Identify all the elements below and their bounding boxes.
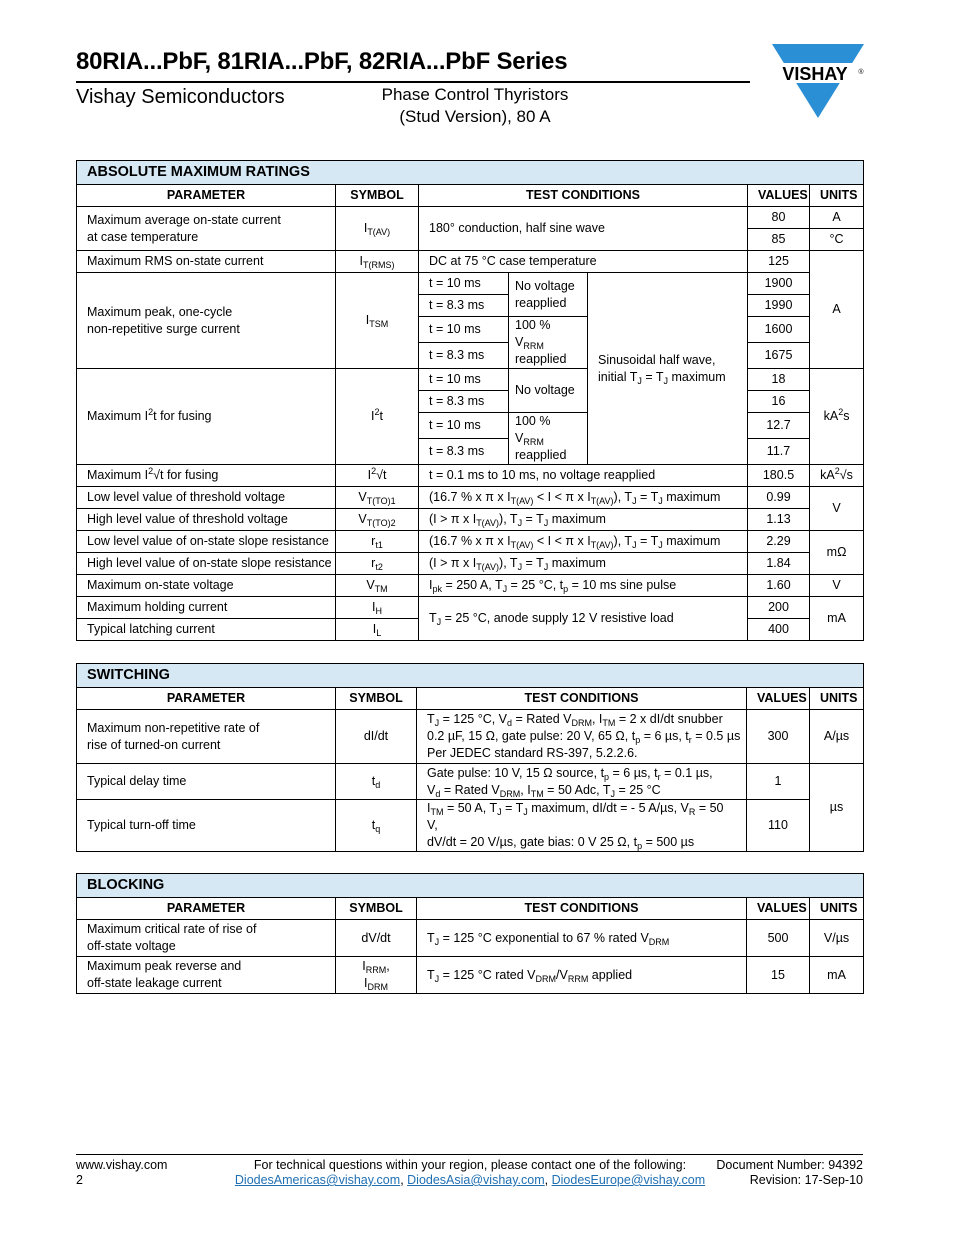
param-dvdt: Maximum critical rate of rise of off-state voltage	[77, 920, 336, 957]
unit-volt: V	[810, 487, 864, 531]
param-rt1: Low level value of on-state slope resistance	[77, 531, 336, 553]
param-latching-current: Typical latching current	[77, 619, 336, 641]
column-header-values: VALUES	[747, 688, 810, 710]
unit-milliampere: mA	[810, 597, 864, 641]
column-header-test-conditions: TEST CONDITIONS	[417, 898, 747, 920]
vishay-logo	[770, 44, 866, 120]
unit-a-per-us: A/µs	[810, 710, 864, 764]
unit-v-per-us: V/µs	[810, 920, 864, 957]
blocking-table	[76, 873, 864, 994]
symbol-vto2: $V_{T(TO)2}$	[336, 509, 419, 531]
footer-contact-text: For technical questions within your region, please contact one of the following:	[253, 1158, 687, 1172]
logo-registered-mark: ®	[858, 69, 864, 76]
value-i2t: 18	[748, 369, 810, 391]
footer-website[interactable]: www.vishay.com	[76, 1158, 168, 1172]
logo-text: VISHAY	[782, 64, 848, 84]
param-leakage-current: Maximum peak reverse and off-state leakage current	[77, 957, 336, 994]
page-number: 2	[76, 1173, 83, 1187]
unit-milliampere: mA	[810, 957, 864, 994]
table-title: BLOCKING	[77, 874, 864, 898]
symbol-i2rt: $I^2√t$	[336, 465, 419, 487]
document-subtitle	[330, 84, 620, 128]
cond-time: t = 8.3 ms	[419, 295, 509, 317]
column-header-parameter: PARAMETER	[77, 688, 336, 710]
absolute-maximum-ratings-table	[76, 160, 864, 641]
column-header-symbol: SYMBOL	[336, 688, 417, 710]
value-holding-current: 200	[748, 597, 810, 619]
series-title: 80RIA...PbF, 81RIA...PbF, 82RIA...PbF Series	[76, 48, 568, 75]
column-header-units: UNITS	[810, 688, 864, 710]
cond-time: t = 8.3 ms	[419, 439, 509, 465]
column-header-test-conditions: TEST CONDITIONS	[417, 688, 747, 710]
footer-contact	[200, 1158, 740, 1188]
column-header-symbol: SYMBOL	[336, 185, 419, 207]
table-title: ABSOLUTE MAXIMUM RATINGS	[77, 161, 864, 185]
cond-sinusoidal: Sinusoidal half wave, initial $T_J = T_J$ maximum	[588, 273, 748, 465]
cond-vtm: $I_{pk} = 250$ A, $T_J = 25$ °C, $t_p = 10$ ms sine pulse	[419, 575, 748, 597]
value-vto1: 0.99	[748, 487, 810, 509]
revision: Revision: 17-Sep-10	[749, 1173, 863, 1187]
param-delay-time: Typical delay time	[77, 764, 336, 800]
column-header-units: UNITS	[810, 898, 864, 920]
symbol-vto1: $V_{T(TO)1}$	[336, 487, 419, 509]
column-header-parameter: PARAMETER	[77, 185, 336, 207]
unit-volt: V	[810, 575, 864, 597]
value-rms-current: 125	[748, 251, 810, 273]
value-average-current-2: 85	[748, 229, 810, 251]
subtitle-line-2: (Stud Version), 80 A	[399, 107, 551, 126]
cond-delay-time: Gate pulse: 10 V, 15 Ω source, $t_p = 6$ µs, $t_r = 0.1$ µs, $V_d$ = Rated $V_{DRM}$, $I_{TM} = 50$ Adc, $T_J = 25$ °C	[417, 764, 747, 800]
param-surge-current: Maximum peak, one-cycle non-repetitive surge current	[77, 273, 336, 369]
company-name: Vishay Semiconductors	[76, 86, 285, 108]
unit-microsecond: µs	[810, 764, 864, 852]
value-i2t: 16	[748, 391, 810, 413]
param-didt: Maximum non-repetitive rate of rise of turned-on current	[77, 710, 336, 764]
cond-time: t = 10 ms	[419, 413, 509, 439]
param-average-current: Maximum average on-state current at case temperature	[77, 207, 336, 251]
cond-time: t = 10 ms	[419, 273, 509, 295]
table-title: SWITCHING	[77, 664, 864, 688]
value-i2t: 12.7	[748, 413, 810, 439]
column-header-units: UNITS	[810, 185, 864, 207]
value-itsm: 1900	[748, 273, 810, 295]
cond-no-voltage: No voltage	[509, 369, 588, 413]
param-vto2: High level value of threshold voltage	[77, 509, 336, 531]
value-i2rt: 180.5	[748, 465, 810, 487]
value-vto2: 1.13	[748, 509, 810, 531]
cond-rated-vrrm-reapplied: 100 % $V_{RRM}$ reapplied	[509, 317, 588, 369]
column-header-parameter: PARAMETER	[77, 898, 336, 920]
symbol-didt: dI/dt	[336, 710, 417, 764]
column-header-symbol: SYMBOL	[336, 898, 417, 920]
param-rms-current: Maximum RMS on-state current	[77, 251, 336, 273]
cond-rt2: (I > π x $I_{T(AV)}$), $T_J = T_J$ maximum	[419, 553, 748, 575]
cond-rms-current: DC at 75 °C case temperature	[419, 251, 748, 273]
unit-ka2rs: $kA^2√s$	[810, 465, 864, 487]
symbol-i2t: $I^2t$	[336, 369, 419, 465]
symbol-vtm: $V_{TM}$	[336, 575, 419, 597]
value-itsm: 1600	[748, 317, 810, 343]
column-header-values: VALUES	[747, 898, 810, 920]
header-rule	[76, 81, 750, 83]
param-vtm: Maximum on-state voltage	[77, 575, 336, 597]
value-itsm: 1990	[748, 295, 810, 317]
document-number: Document Number: 94392	[716, 1158, 863, 1172]
cond-time: t = 8.3 ms	[419, 391, 509, 413]
cond-no-voltage-reapplied: No voltage reapplied	[509, 273, 588, 317]
cond-dvdt: $T_J = 125$ °C exponential to 67 % rated $V_{DRM}$	[417, 920, 747, 957]
param-i2t: Maximum $I^2t$ for fusing	[77, 369, 336, 465]
value-average-current-1: 80	[748, 207, 810, 229]
subtitle-line-1: Phase Control Thyristors	[381, 85, 569, 104]
param-turn-off-time: Typical turn-off time	[77, 800, 336, 852]
symbol-ih: $I_H$	[336, 597, 419, 619]
symbol-itsm: $I_{TSM}$	[336, 273, 419, 369]
symbol-td: $t_d$	[336, 764, 417, 800]
cond-time: t = 10 ms	[419, 369, 509, 391]
cond-rt1: (16.7 % x π x $I_{T(AV)} < I < \pi$ x $I_{T(AV)}$), $T_J = T_J$ maximum	[419, 531, 748, 553]
symbol-dvdt: dV/dt	[336, 920, 417, 957]
footer-right	[680, 1158, 863, 1188]
value-delay-time: 1	[747, 764, 810, 800]
symbol-it-av: $I_{T(AV)}$	[336, 207, 419, 251]
value-leakage-current: 15	[747, 957, 810, 994]
cond-time: t = 10 ms	[419, 317, 509, 343]
value-turn-off-time: 110	[747, 800, 810, 852]
cond-turn-off-time: $I_{TM} = 50$ A, $T_J = T_J$ maximum, dI/dt = - 5 A/µs, $V_R = 50$ V, dV/dt = 20 V/µs, gate bias: 0 V 25 Ω, $t_p = 500$ µs	[417, 800, 747, 852]
param-vto1: Low level value of threshold voltage	[77, 487, 336, 509]
param-holding-current: Maximum holding current	[77, 597, 336, 619]
cond-vto1: (16.7 % x π x $I_{T(AV)} < I < \pi$ x $I_{T(AV)}$), $T_J = T_J$ maximum	[419, 487, 748, 509]
value-i2t: 11.7	[748, 439, 810, 465]
symbol-it-rms: $I_{T(RMS)}$	[336, 251, 419, 273]
email-europe-link[interactable]: DiodesEurope@vishay.com	[551, 1173, 706, 1187]
unit-milliohm: mΩ	[810, 531, 864, 575]
unit-celsius: °C	[810, 229, 864, 251]
footer-email-links: DiodesAmericas@vishay.com, DiodesAsia@vishay.com, DiodesEurope@vishay.com	[234, 1173, 706, 1187]
unit-ka2s: $kA^2s$	[810, 369, 864, 465]
footer-left	[76, 1158, 167, 1188]
cond-leakage-current: $T_J = 125$ °C rated $V_{DRM}/V_{RRM}$ applied	[417, 957, 747, 994]
cond-didt: $T_J = 125$ °C, $V_d$ = Rated $V_{DRM}$, $I_{TM} = 2$ x dI/dt snubber 0.2 µF, 15 Ω, gate pulse: 20 V, 65 Ω, $t_p = 6$ µs, $t_r = 0.5$ µs Per JEDEC standard RS-397, 5.2.2.6.	[417, 710, 747, 764]
email-americas-link[interactable]: DiodesAmericas@vishay.com	[234, 1173, 401, 1187]
value-didt: 300	[747, 710, 810, 764]
cond-holding-latching: $T_J = 25$ °C, anode supply 12 V resistive load	[419, 597, 748, 641]
param-rt2: High level value of on-state slope resistance	[77, 553, 336, 575]
value-rt1: 2.29	[748, 531, 810, 553]
switching-table	[76, 663, 864, 852]
symbol-tq: $t_q$	[336, 800, 417, 852]
value-dvdt: 500	[747, 920, 810, 957]
symbol-rt1: $r_{t1}$	[336, 531, 419, 553]
symbol-il: $I_L$	[336, 619, 419, 641]
value-itsm: 1675	[748, 343, 810, 369]
cond-i2rt: t = 0.1 ms to 10 ms, no voltage reapplied	[419, 465, 748, 487]
param-i2rt: Maximum $I^2√t$ for fusing	[77, 465, 336, 487]
cond-average-current: 180° conduction, half sine wave	[419, 207, 748, 251]
value-latching-current: 400	[748, 619, 810, 641]
cond-time: t = 8.3 ms	[419, 343, 509, 369]
column-header-values: VALUES	[748, 185, 810, 207]
unit-ampere-surge: A	[810, 251, 864, 369]
footer-rule	[76, 1154, 863, 1155]
symbol-irrm-idrm: $I_{RRM}$, $I_{DRM}$	[336, 957, 417, 994]
unit-ampere: A	[810, 207, 864, 229]
value-rt2: 1.84	[748, 553, 810, 575]
email-asia-link[interactable]: DiodesAsia@vishay.com	[407, 1173, 545, 1187]
symbol-rt2: $r_{t2}$	[336, 553, 419, 575]
cond-vto2: (I > π x $I_{T(AV)}$), $T_J = T_J$ maximum	[419, 509, 748, 531]
column-header-test-conditions: TEST CONDITIONS	[419, 185, 748, 207]
cond-rated-vrrm-reapplied: 100 % $V_{RRM}$ reapplied	[509, 413, 588, 465]
value-vtm: 1.60	[748, 575, 810, 597]
